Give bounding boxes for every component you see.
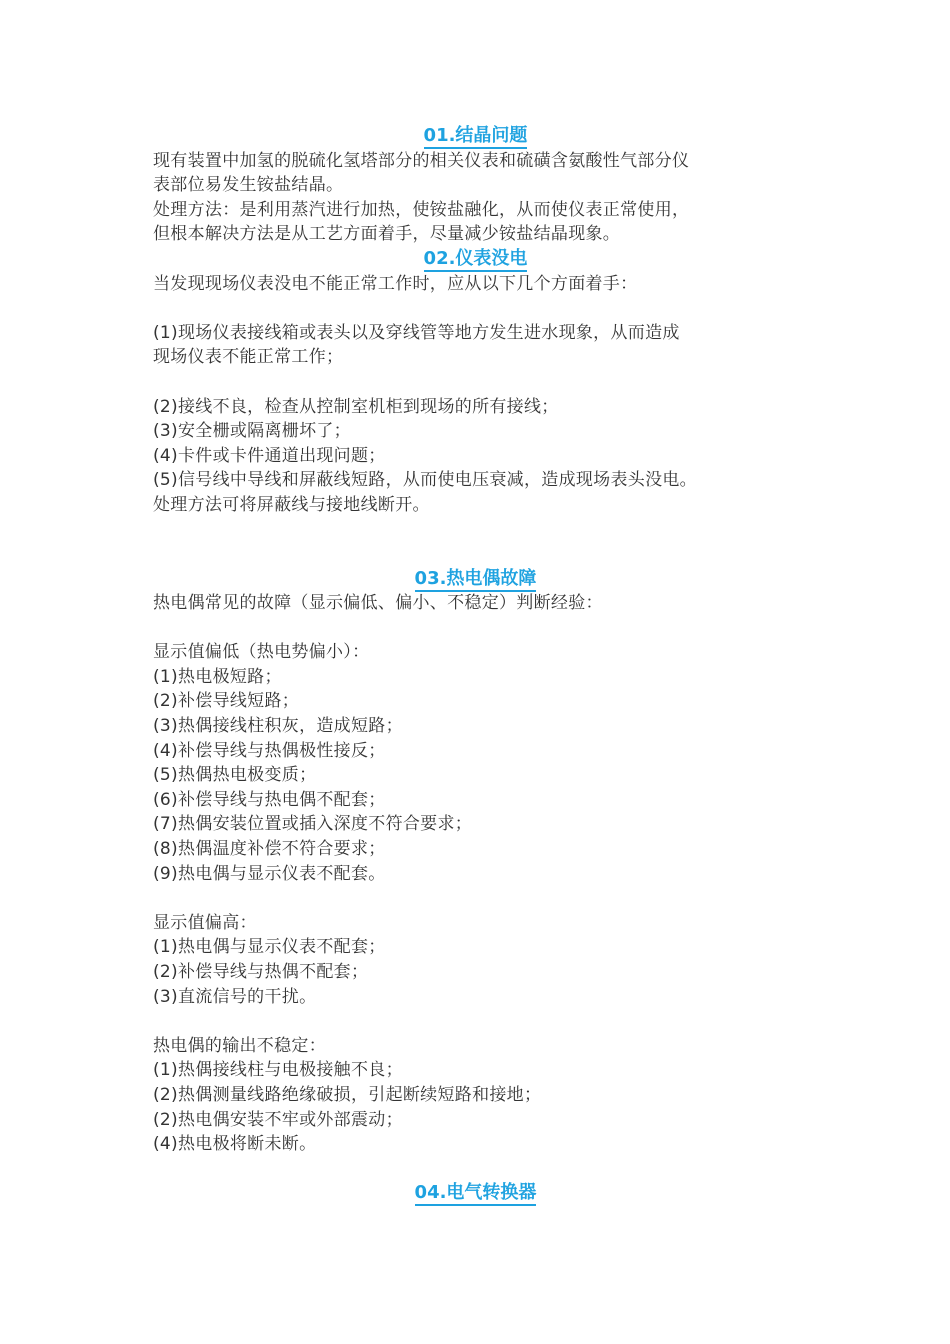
paragraph-line: 但根本解决方法是从工艺方面着手，尽量减少铵盐结晶现象。: [153, 224, 621, 245]
paragraph-line: 表部位易发生铵盐结晶。: [153, 175, 344, 196]
paragraph-line: 处理方法：是利用蒸汽进行加热，使铵盐融化，从而使仪表正常使用，: [153, 199, 690, 220]
list-item: (4)卡件或卡件通道出现问题；: [153, 445, 386, 466]
list-item: (4)补偿导线与热偶极性接反；: [153, 740, 386, 761]
list-item: (1)热电偶与显示仪表不配套；: [153, 937, 386, 958]
blank-line: [153, 616, 798, 641]
subheading-line: 显示值偏高：: [153, 912, 257, 933]
paragraph-line: 处理方法可将屏蔽线与接地线断开。: [153, 494, 430, 515]
section-heading-01: 01.结晶问题: [153, 124, 798, 149]
paragraph-line: 热电偶常见的故障（显示偏低、偏小、不稳定）判断经验：: [153, 593, 603, 614]
document-page: [153, 124, 798, 1206]
list-item: (1)热电极短路；: [153, 666, 282, 687]
list-item: (3)热偶接线柱积灰，造成短路；: [153, 716, 403, 737]
list-item: (2)补偿导线与热偶不配套；: [153, 962, 369, 982]
paragraph-line: 现有装置中加氢的脱硫化氢塔部分的相关仪表和硫磺含氨酸性气部分仪: [153, 150, 690, 171]
list-item: (7)热偶安装位置或插入深度不符合要求；: [153, 814, 473, 835]
list-item: (6)补偿导线与热电偶不配套；: [153, 789, 386, 810]
list-item: 现场仪表不能正常工作；: [153, 347, 344, 368]
list-item: (2)热电偶安装不牢或外部震动；: [153, 1109, 403, 1130]
section-heading-04: 04.电气转换器: [153, 1181, 798, 1206]
list-item: (2)接线不良，检查从控制室机柜到现场的所有接线；: [153, 396, 559, 417]
list-item: (8)热偶温度补偿不符合要求；: [153, 839, 386, 860]
blank-line: [153, 370, 798, 395]
subheading-line: 热电偶的输出不稳定：: [153, 1035, 326, 1056]
blank-line: [153, 1157, 798, 1182]
list-item: (1)热偶接线柱与电极接触不良；: [153, 1060, 403, 1081]
list-item: (2)补偿导线短路；: [153, 691, 300, 712]
list-item: (3)直流信号的干扰。: [153, 986, 317, 1007]
list-item: (5)热偶热电极变质；: [153, 765, 317, 786]
section-gap: [153, 518, 798, 567]
section-heading-02: 02.仪表没电: [153, 247, 798, 272]
list-item: (4)热电极将断未断。: [153, 1134, 317, 1155]
blank-line: [153, 1009, 798, 1034]
blank-line: [153, 886, 798, 911]
paragraph-line: 当发现现场仪表没电不能正常工作时，应从以下几个方面着手：: [153, 273, 638, 294]
list-item: (5)信号线中导线和屏蔽线短路，从而使电压衰减，造成现场表头没电。: [153, 470, 697, 491]
list-item: (9)热电偶与显示仪表不配套。: [153, 863, 386, 884]
section-heading-03: 03.热电偶故障: [153, 567, 798, 592]
list-item: (1)现场仪表接线箱或表头以及穿线管等地方发生进水现象，从而造成: [153, 322, 680, 343]
subheading-line: 显示值偏低（热电势偏小）：: [153, 642, 370, 663]
list-item: (3)安全栅或隔离栅坏了；: [153, 421, 351, 442]
list-item: (2)热偶测量线路绝缘破损，引起断续短路和接地；: [153, 1084, 542, 1105]
blank-line: [153, 296, 798, 321]
